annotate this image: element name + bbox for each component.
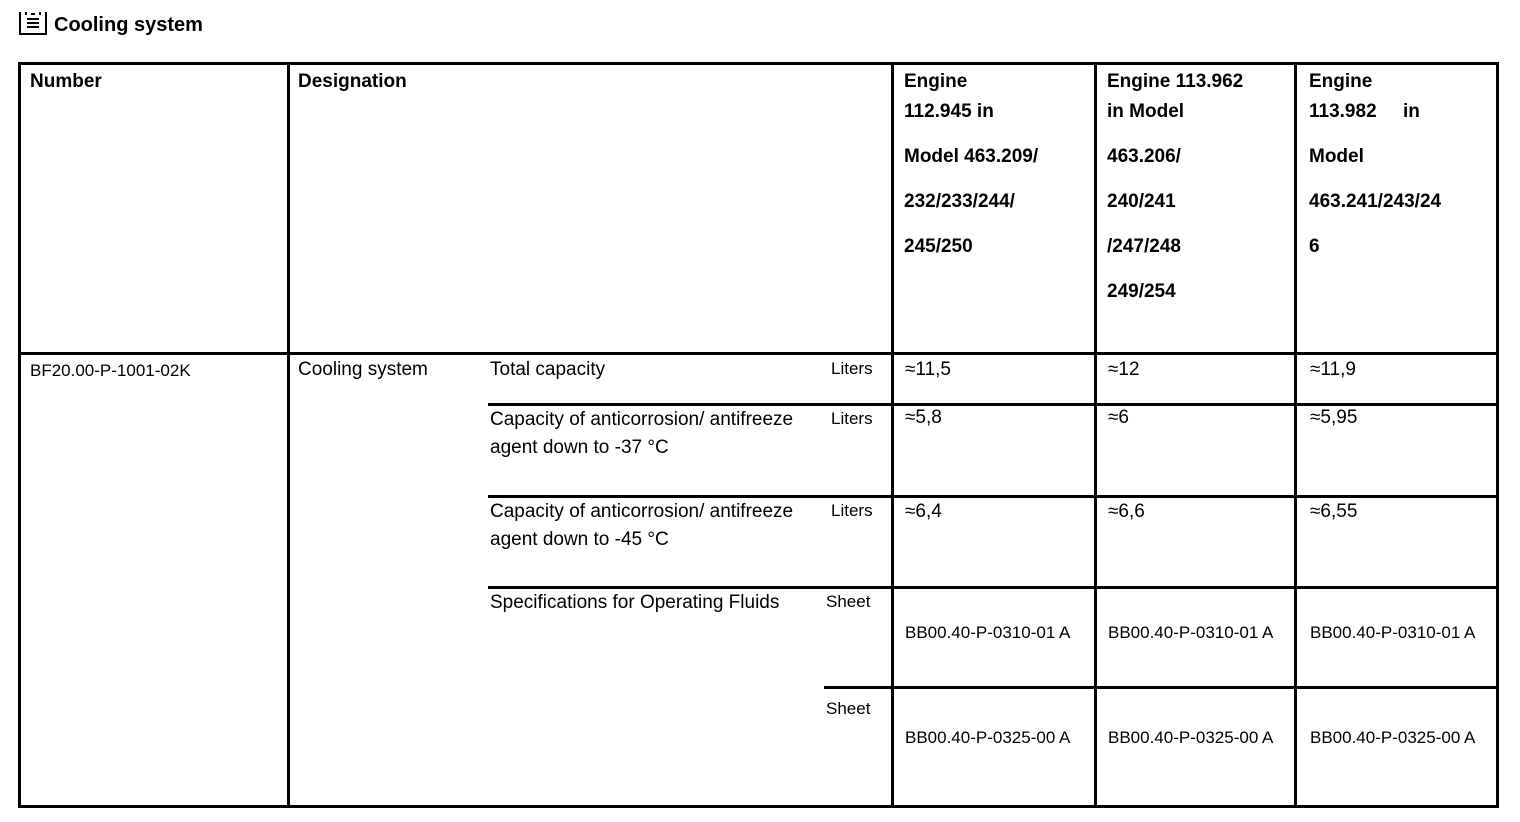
item-value: ≈5,8 bbox=[905, 407, 942, 428]
item-unit: Sheet bbox=[826, 592, 871, 611]
item-value: ≈6,4 bbox=[905, 501, 942, 522]
header-designation: Designation bbox=[298, 71, 407, 92]
row-number: BF20.00-P-1001-02K bbox=[30, 361, 191, 380]
item-unit: Liters bbox=[831, 359, 873, 378]
row-divider bbox=[824, 686, 1496, 689]
item-unit: Sheet bbox=[826, 699, 871, 718]
header-engine-2-line: 249/254 bbox=[1107, 281, 1176, 302]
header-number: Number bbox=[30, 71, 102, 92]
header-engine-2-line: Engine 113.962 bbox=[1107, 71, 1244, 92]
header-engine-2-line: 240/241 bbox=[1107, 191, 1176, 212]
header-engine-3 bbox=[1309, 67, 1441, 277]
header-engine-1-line: Model 463.209/ bbox=[904, 146, 1039, 167]
item-ref: BB00.40-P-0310-01 A bbox=[905, 623, 1071, 642]
column-divider bbox=[891, 65, 894, 805]
header-engine-2-line: /247/248 bbox=[1107, 236, 1181, 257]
item-ref: BB00.40-P-0325-00 A bbox=[1310, 728, 1476, 747]
item-value: ≈11,5 bbox=[905, 359, 951, 380]
header-engine-3-line: 463.241/243/24 bbox=[1309, 191, 1442, 212]
item-value: ≈12 bbox=[1108, 359, 1140, 380]
column-divider bbox=[1294, 65, 1297, 805]
row-designation: Cooling system bbox=[298, 359, 428, 380]
header-engine-3-line: 113.982 in bbox=[1309, 101, 1420, 122]
item-label: Specifications for Operating Fluids bbox=[490, 592, 780, 613]
header-engine-1-line: Engine bbox=[904, 71, 968, 92]
header-engine-1-line: 112.945 in bbox=[904, 101, 994, 122]
item-ref: BB00.40-P-0310-01 A bbox=[1310, 623, 1476, 642]
section-title bbox=[18, 8, 203, 38]
item-value: ≈11,9 bbox=[1310, 359, 1356, 380]
item-unit: Liters bbox=[831, 409, 873, 428]
column-divider bbox=[287, 65, 290, 805]
page-title: Cooling system bbox=[54, 13, 203, 36]
header-divider bbox=[21, 352, 1496, 355]
header-engine-3-line: Engine bbox=[1309, 71, 1373, 92]
header-engine-1-line: 232/233/244/ bbox=[904, 191, 1015, 212]
item-label: Capacity of anticorrosion/ antifreeze agent down to -45 °C bbox=[490, 501, 794, 550]
header-engine-3-line: Model bbox=[1309, 146, 1364, 167]
document-icon bbox=[18, 10, 48, 36]
header-engine-1-line: 245/250 bbox=[904, 236, 973, 257]
header-engine-3-line: 6 bbox=[1309, 236, 1320, 257]
item-ref: BB00.40-P-0325-00 A bbox=[1108, 728, 1274, 747]
header-engine-2-line: in Model bbox=[1107, 101, 1185, 122]
item-value: ≈6 bbox=[1108, 407, 1129, 428]
header-engine-2 bbox=[1107, 67, 1243, 322]
item-ref: BB00.40-P-0310-01 A bbox=[1108, 623, 1274, 642]
item-value: ≈5,95 bbox=[1310, 407, 1358, 428]
item-value: ≈6,6 bbox=[1108, 501, 1145, 522]
cooling-system-table bbox=[18, 62, 1499, 808]
header-engine-2-line: 463.206/ bbox=[1107, 146, 1181, 167]
item-label: Capacity of anticorrosion/ antifreeze agent down to -37 °C bbox=[490, 409, 794, 458]
item-unit: Liters bbox=[831, 501, 873, 520]
column-divider bbox=[1094, 65, 1097, 805]
item-ref: BB00.40-P-0325-00 A bbox=[905, 728, 1071, 747]
header-engine-1 bbox=[904, 67, 1038, 277]
item-label: Total capacity bbox=[490, 359, 606, 380]
item-value: ≈6,55 bbox=[1310, 501, 1358, 522]
